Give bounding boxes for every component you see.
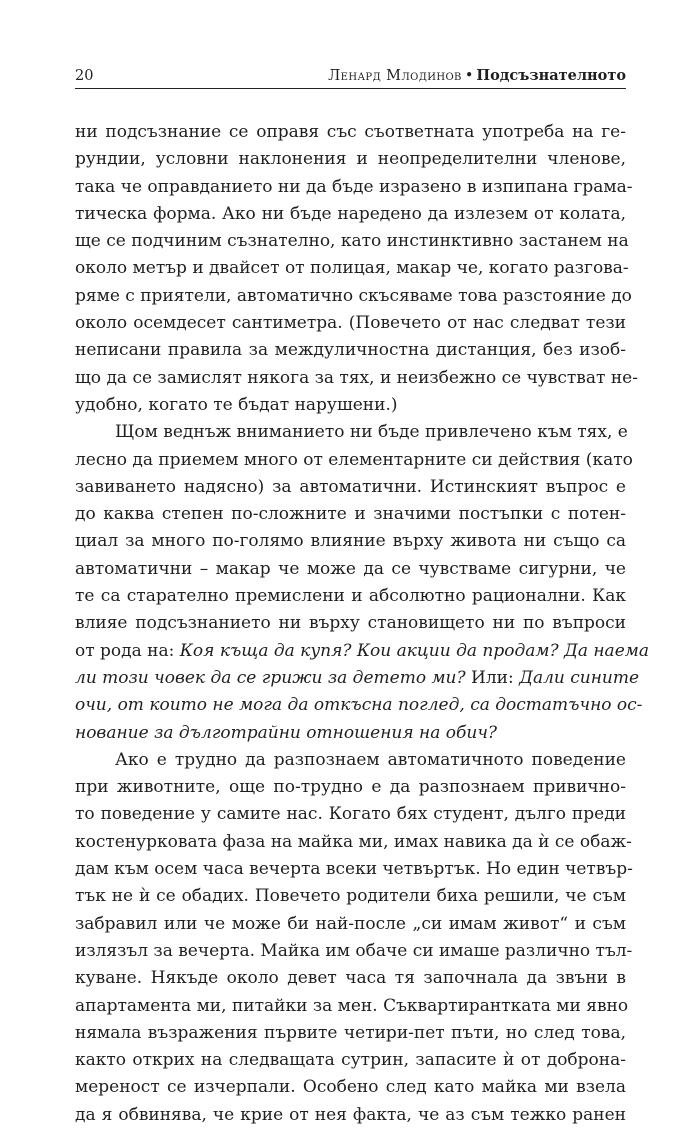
running-header <box>75 66 626 89</box>
text-line: да я обвинява, че крие от нея факта, че аз съм тежко ранен <box>75 1104 626 1125</box>
text-line: до каква степен по-сложните и значими постъпки с потен- <box>75 504 626 525</box>
text-line: мереност се изчерпали. Особено след като майка ми взела <box>75 1077 626 1098</box>
header-separator: • <box>464 68 474 84</box>
text-line: така че оправданието ни да бъде изразено в изпипана грама- <box>75 176 633 197</box>
text-line: удобно, когато те бъдат нарушени.) <box>75 394 398 415</box>
text-line: ряме с приятели, автоматично скъсяваме това разстояние до <box>75 285 632 306</box>
text-line: около осемдесет сантиметра. (Повечето от нас следват тези <box>75 313 626 334</box>
text-line: Щом веднъж вниманието ни бъде привлечено към тях, е <box>115 422 628 443</box>
text-line: ли този човек да се грижи за детето ми? Или: Дали сините <box>75 667 640 688</box>
text-line: при животните, още по-трудно е да разпознаем привично- <box>75 777 626 798</box>
text-line: костенурковата фаза на майка ми, имах навика да ѝ се обаж- <box>75 831 632 852</box>
running-head <box>328 66 626 86</box>
text-line: ще се подчиним съзнателно, като инстинктивно застанем на <box>75 231 629 252</box>
text-line: както открих на следващата сутрин, запасите ѝ от доброна- <box>75 1050 626 1071</box>
text-line: ни подсъзнание се оправя със съответната употреба на ге- <box>75 122 626 142</box>
italic-question: очи, от които не мога да откъсна поглед, са достатъчно ос- <box>75 695 643 716</box>
italic-question: ли този човек да се грижи за детето ми? <box>75 667 466 688</box>
italic-question: Дали сините <box>519 667 640 688</box>
text-line: забравил или че може би най-после „си имам живот“ и съм <box>75 913 626 934</box>
text-line: завиването надясно) за автоматични. Истинският въпрос е <box>75 476 626 497</box>
text-line: куване. Някъде около девет часа тя започнала да звъни в <box>75 968 626 989</box>
text-line: тък не ѝ се обадих. Повечето родители биха решили, че съм <box>75 886 626 907</box>
italic-question: нование за дълготрайни отношения на обич? <box>75 722 498 743</box>
text-line: тическа форма. Ако ни бъде наредено да излезем от колата, <box>75 203 626 224</box>
text-line: те са старателно премислени и абсолютно рационални. Как <box>75 586 626 607</box>
text-line: автоматични – макар че може да се чувстваме сигурни, че <box>75 558 626 579</box>
text-line: лесно да приемем много от елементарните си действия (като <box>75 449 633 470</box>
text-line: около метър и двайсет от полицая, макар че, когато разгова- <box>75 258 629 279</box>
text-line: излязъл за вечерта. Майка им обаче си имаше различно тъл- <box>75 940 633 961</box>
text-line: то поведение у самите нас. Когато бях студент, дълго преди <box>75 804 626 825</box>
text-line: рундии, условни наклонения и неопределителни членове, <box>75 149 626 170</box>
text-line: нямала възражения първите четири-пет пъти, но след това, <box>75 1022 626 1043</box>
text-line: циал за много по-голямо влияние върху живота ни също са <box>75 531 626 552</box>
text-line <box>75 692 643 719</box>
text-line: Ако е трудно да разпознаем автоматичното поведение <box>115 749 626 770</box>
text-line: влияе подсъзнанието ни върху становището ни по въпроси <box>75 613 626 634</box>
text-line: що да се замислят някога за тях, и неизбежно се чувстват не- <box>75 367 638 388</box>
book-title: Подсъзнателното <box>476 67 626 84</box>
author-name: Ленард Млодинов <box>328 68 462 84</box>
italic-question: Коя къща да купя? Кои акции да продам? Да наема <box>179 640 649 661</box>
text-line: неписани правила за междуличностна дистанция, без изоб- <box>75 340 626 361</box>
text-line: от рода на: Коя къща да купя? Кои акции да продам? Да наема <box>75 640 649 661</box>
text-line <box>75 720 626 747</box>
text-line: дам към осем часа вечерта всеки четвъртък. Но един четвър- <box>75 859 633 880</box>
page-number: 20 <box>75 68 94 84</box>
text-line: апартамента ми, питайки за мен. Съквартирантката ми явно <box>75 995 629 1016</box>
body-text <box>75 119 649 1129</box>
